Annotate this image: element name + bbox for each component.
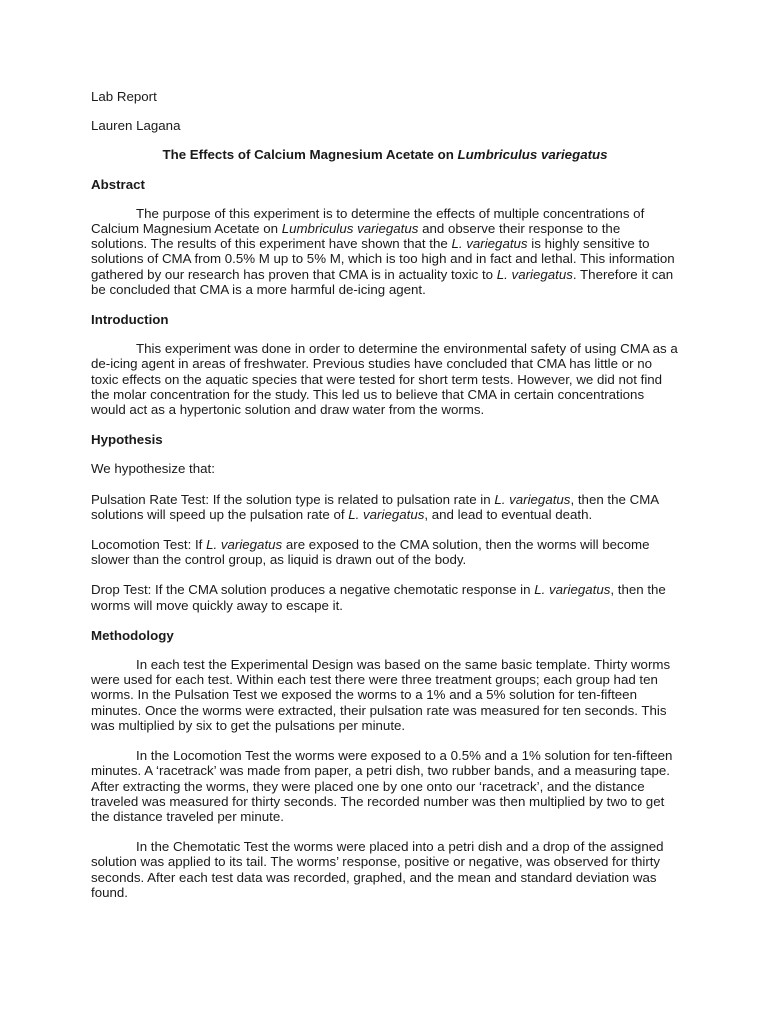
abstract-species-2: L. variegatus (451, 236, 528, 252)
locomotion-text-c: are exposed to the CMA solution, then the worms will become slower than the control group, as liquid is drawn out of the body. (91, 537, 650, 568)
methodology-paragraph-2: In the Locomotion Test the worms were exposed to a 0.5% and a 1% solution for ten-fifteen minutes. A ‘racetrack’ was made from paper, a petri dish, two rubber bands, and a measuring tape. After extracting the worms, they were placed one by one onto our ‘racetrack’, and the distance traveled was measured for thirty seconds. The recorded number was then multiplied by two to get the distance traveled per minute. (91, 748, 673, 824)
locomotion-text-a: Locomotion Test: If (91, 537, 207, 553)
abstract-paragraph (91, 206, 679, 297)
abstract-text-3: is highly sensitive to solutions of CMA from 0.5% M up to 5% M, which is too high and in fact and lethal. This information gathered by our research has proven that CMA is in actuality toxic to (91, 236, 675, 282)
drop-text-c: , then the worms will move quickly away to escape it. (91, 582, 666, 613)
hypothesis-drop (91, 582, 679, 612)
drop-species: L. variegatus (534, 582, 611, 598)
locomotion-species: L. variegatus (206, 537, 283, 553)
introduction-paragraph: This experiment was done in order to determine the environmental safety of using CMA as a de-icing agent in areas of freshwater. Previous studies have concluded that CMA has little or no toxic effects on the aquatic species that were tested for short term tests. However, we did not find the molar concentration for the study. This led us to believe that CMA in certain concentrations would act as a hypertonic solution and draw water from the worms. (91, 341, 678, 418)
abstract-text-2: and observe their response to the solutions. The results of this experiment have shown that the (91, 221, 621, 252)
hypothesis-locomotion (91, 537, 679, 567)
title-species: Lumbriculus variegatus (457, 147, 608, 163)
document-body (91, 89, 679, 915)
hypothesis-intro: We hypothesize that: (91, 461, 215, 477)
pulsation-text-c: , then the CMA solutions will speed up the pulsation rate of (91, 491, 659, 522)
abstract-text-4: . Therefore it can be concluded that CMA is a more harmful de-icing agent. (91, 266, 674, 297)
pulsation-text-a: Pulsation Rate Test: If the solution type is related to pulsation rate in (91, 491, 495, 507)
title-text: The Effects of Calcium Magnesium Acetate on (162, 147, 458, 163)
abstract-species-1: Lumbriculus variegatus (281, 221, 419, 237)
abstract-text-1: The purpose of this experiment is to determine the effects of multiple concentrations of Calcium Magnesium Acetate on (91, 205, 645, 237)
abstract-heading: Abstract (91, 176, 145, 192)
abstract-species-3: L. variegatus (496, 266, 573, 282)
pulsation-species-2: L. variegatus (348, 506, 425, 522)
pulsation-species-1: L. variegatus (494, 491, 571, 507)
drop-text-a: Drop Test: If the CMA solution produces a negative chemotatic response in (91, 582, 535, 598)
report-title (91, 147, 679, 162)
methodology-paragraph-3: In the Chemotatic Test the worms were placed into a petri dish and a drop of the assigned solution was applied to its tail. The worms’ response, positive or negative, was observed for thirty seconds. After each test data was recorded, graphed, and the mean and standard deviation was found. (91, 839, 664, 900)
introduction-heading: Introduction (91, 312, 169, 328)
hypothesis-pulsation (91, 492, 679, 522)
pulsation-text-e: , and lead to eventual death. (424, 506, 593, 522)
hypothesis-heading: Hypothesis (91, 432, 163, 448)
doc-type-label: Lab Report (91, 89, 157, 104)
methodology-paragraph-1: In each test the Experimental Design was based on the same basic template. Thirty worms were used for each test. Within each test there were three treatment groups; each group had ten worms. In the Pulsation Test we exposed the worms to a 1% and a 5% solution for ten-fifteen minutes. Once the worms were extracted, their pulsation rate was measured for ten seconds. This was multiplied by six to get the pulsations per minute. (91, 657, 671, 733)
author-name: Lauren Lagana (91, 118, 181, 134)
methodology-heading: Methodology (91, 627, 174, 643)
